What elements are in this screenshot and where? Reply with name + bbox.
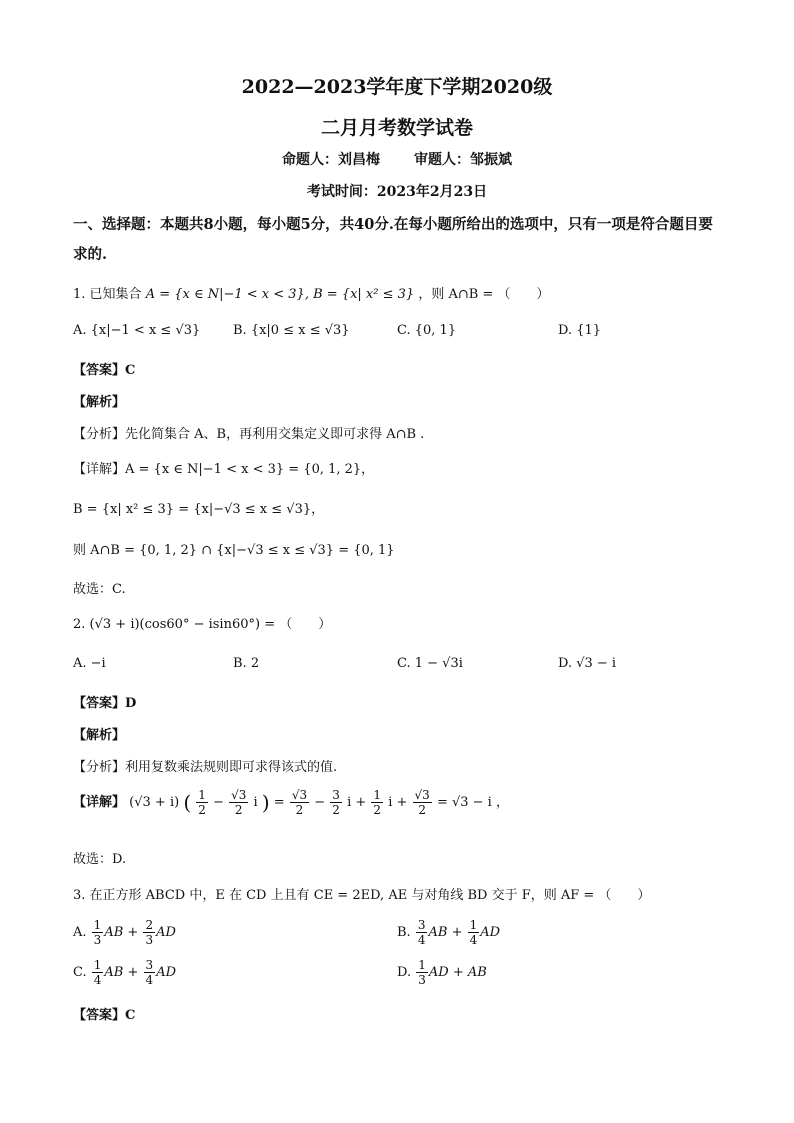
q2-minus: − — [213, 795, 224, 810]
q2-option-d: D. √3 − i — [558, 656, 617, 671]
q2-minus-i: i — [253, 795, 258, 810]
q3-stem: 3. 在正方形 ABCD 中，E 在 CD 上且有 CE = 2ED, AE 与对角线 BD 交于 F，则 AF = （ ） — [73, 888, 651, 903]
q1-detail-1: 【详解】A = {x ∈ N|−1 < x < 3} = {0, 1, 2}， — [73, 462, 375, 477]
q2-choice: 故选：D. — [73, 852, 127, 867]
exam-subtitle: 二月月考数学试卷 — [320, 117, 473, 139]
q3-option-b: B. $\frac{3}{4}$ AB + $\frac{1}{4}$ AD — [397, 918, 501, 947]
q2-stem: 2. (√3 + i)(cos60° − isin60°) = （ ） — [73, 617, 332, 632]
q1-detail-2: B = {x| x² ≤ 3} = {x|−√3 ≤ x ≤ √3}， — [73, 502, 325, 517]
q2-analysis-tag: 【解析】 — [73, 728, 126, 743]
q2-answer: 【答案】D — [73, 696, 137, 711]
q1-stem-sets: A = {x ∈ N|−1 < x < 3}, B = {x| x² ≤ 3} — [145, 287, 415, 302]
q3-option-c: C. $\frac{1}{4}$ AB + $\frac{3}{4}$ AD — [73, 958, 176, 987]
q1-analysis-tag: 【解析】 — [73, 395, 126, 410]
q2-frac-e: $\frac{1}{2}$ — [373, 788, 382, 817]
q2-option-b: B. 2 — [233, 656, 260, 671]
q1-option-c: C. {0, 1} — [397, 323, 457, 338]
q2-frac-c: $\frac{√3}{2}$ — [291, 788, 308, 817]
q2-fenxi: 【分析】利用复数乘法规则即可求得该式的值. — [73, 760, 338, 775]
exam-authors — [0, 149, 794, 169]
q2-detail-lead: (√3 + i) — [129, 795, 180, 810]
q2-tail: = √3 − i ， — [436, 795, 509, 810]
q2-frac-b: $\frac{√3}{2}$ — [231, 788, 247, 817]
exam-time: 考试时间：2023年2月23日 — [306, 184, 488, 200]
q1-stem — [73, 283, 549, 302]
q2-frac-d: $\frac{3}{2}$ — [332, 788, 340, 817]
q2-option-a: A. −i — [73, 656, 106, 671]
q2-frac-f: $\frac{√3}{2}$ — [414, 788, 430, 817]
q1-stem-prefix: 1. 已知集合 — [73, 287, 142, 302]
q1-answer: 【答案】C — [73, 363, 136, 378]
q3-option-d: D. $\frac{1}{3}$ AD + AB — [397, 958, 487, 987]
q2-option-c: C. 1 − √3i — [397, 656, 463, 671]
q1-detail-3: 则 A∩B = {0, 1, 2} ∩ {x|−√3 ≤ x ≤ √3} = {0, 1} — [73, 543, 395, 558]
q2-eq: = — [273, 795, 285, 810]
author-label: 命题人：刘昌梅 — [282, 152, 380, 168]
section-heading: 一、选择题：本题共8小题，每小题5分，共40分.在每小题所给出的选项中，只有一项是符合题目要求的. — [73, 216, 713, 263]
q2-i-tail: i + — [347, 795, 367, 810]
q3-option-a: A. $\frac{1}{3}$ AB + $\frac{2}{3}$ AD — [73, 918, 176, 947]
q1-stem-suffix: ，则 A∩B = （ ） — [418, 287, 550, 302]
q1-fenxi: 【分析】先化简集合 A、B，再利用交集定义即可求得 A∩B . — [73, 427, 425, 442]
q1-choice: 故选：C. — [73, 582, 126, 597]
q2-left-paren: ( — [183, 790, 192, 815]
q2-detail — [73, 788, 509, 817]
q2-i-tail-2: i + — [388, 795, 408, 810]
reviewer-label: 审题人：邹振斌 — [414, 152, 512, 168]
q1-option-b: B. {x|0 ≤ x ≤ √3} — [233, 323, 350, 338]
q2-minus-2: − — [314, 795, 326, 810]
exam-title: 2022—2023学年度下学期2020级 — [241, 76, 553, 98]
q1-option-a: A. {x|−1 < x ≤ √3} — [73, 323, 201, 338]
q2-right-paren: ) — [261, 790, 270, 815]
q2-detail-tag: 【详解】 — [73, 795, 126, 810]
q2-frac-a: $\frac{1}{2}$ — [198, 788, 206, 817]
q1-option-d: D. {1} — [558, 323, 602, 338]
q3-answer: 【答案】C — [73, 1008, 136, 1023]
